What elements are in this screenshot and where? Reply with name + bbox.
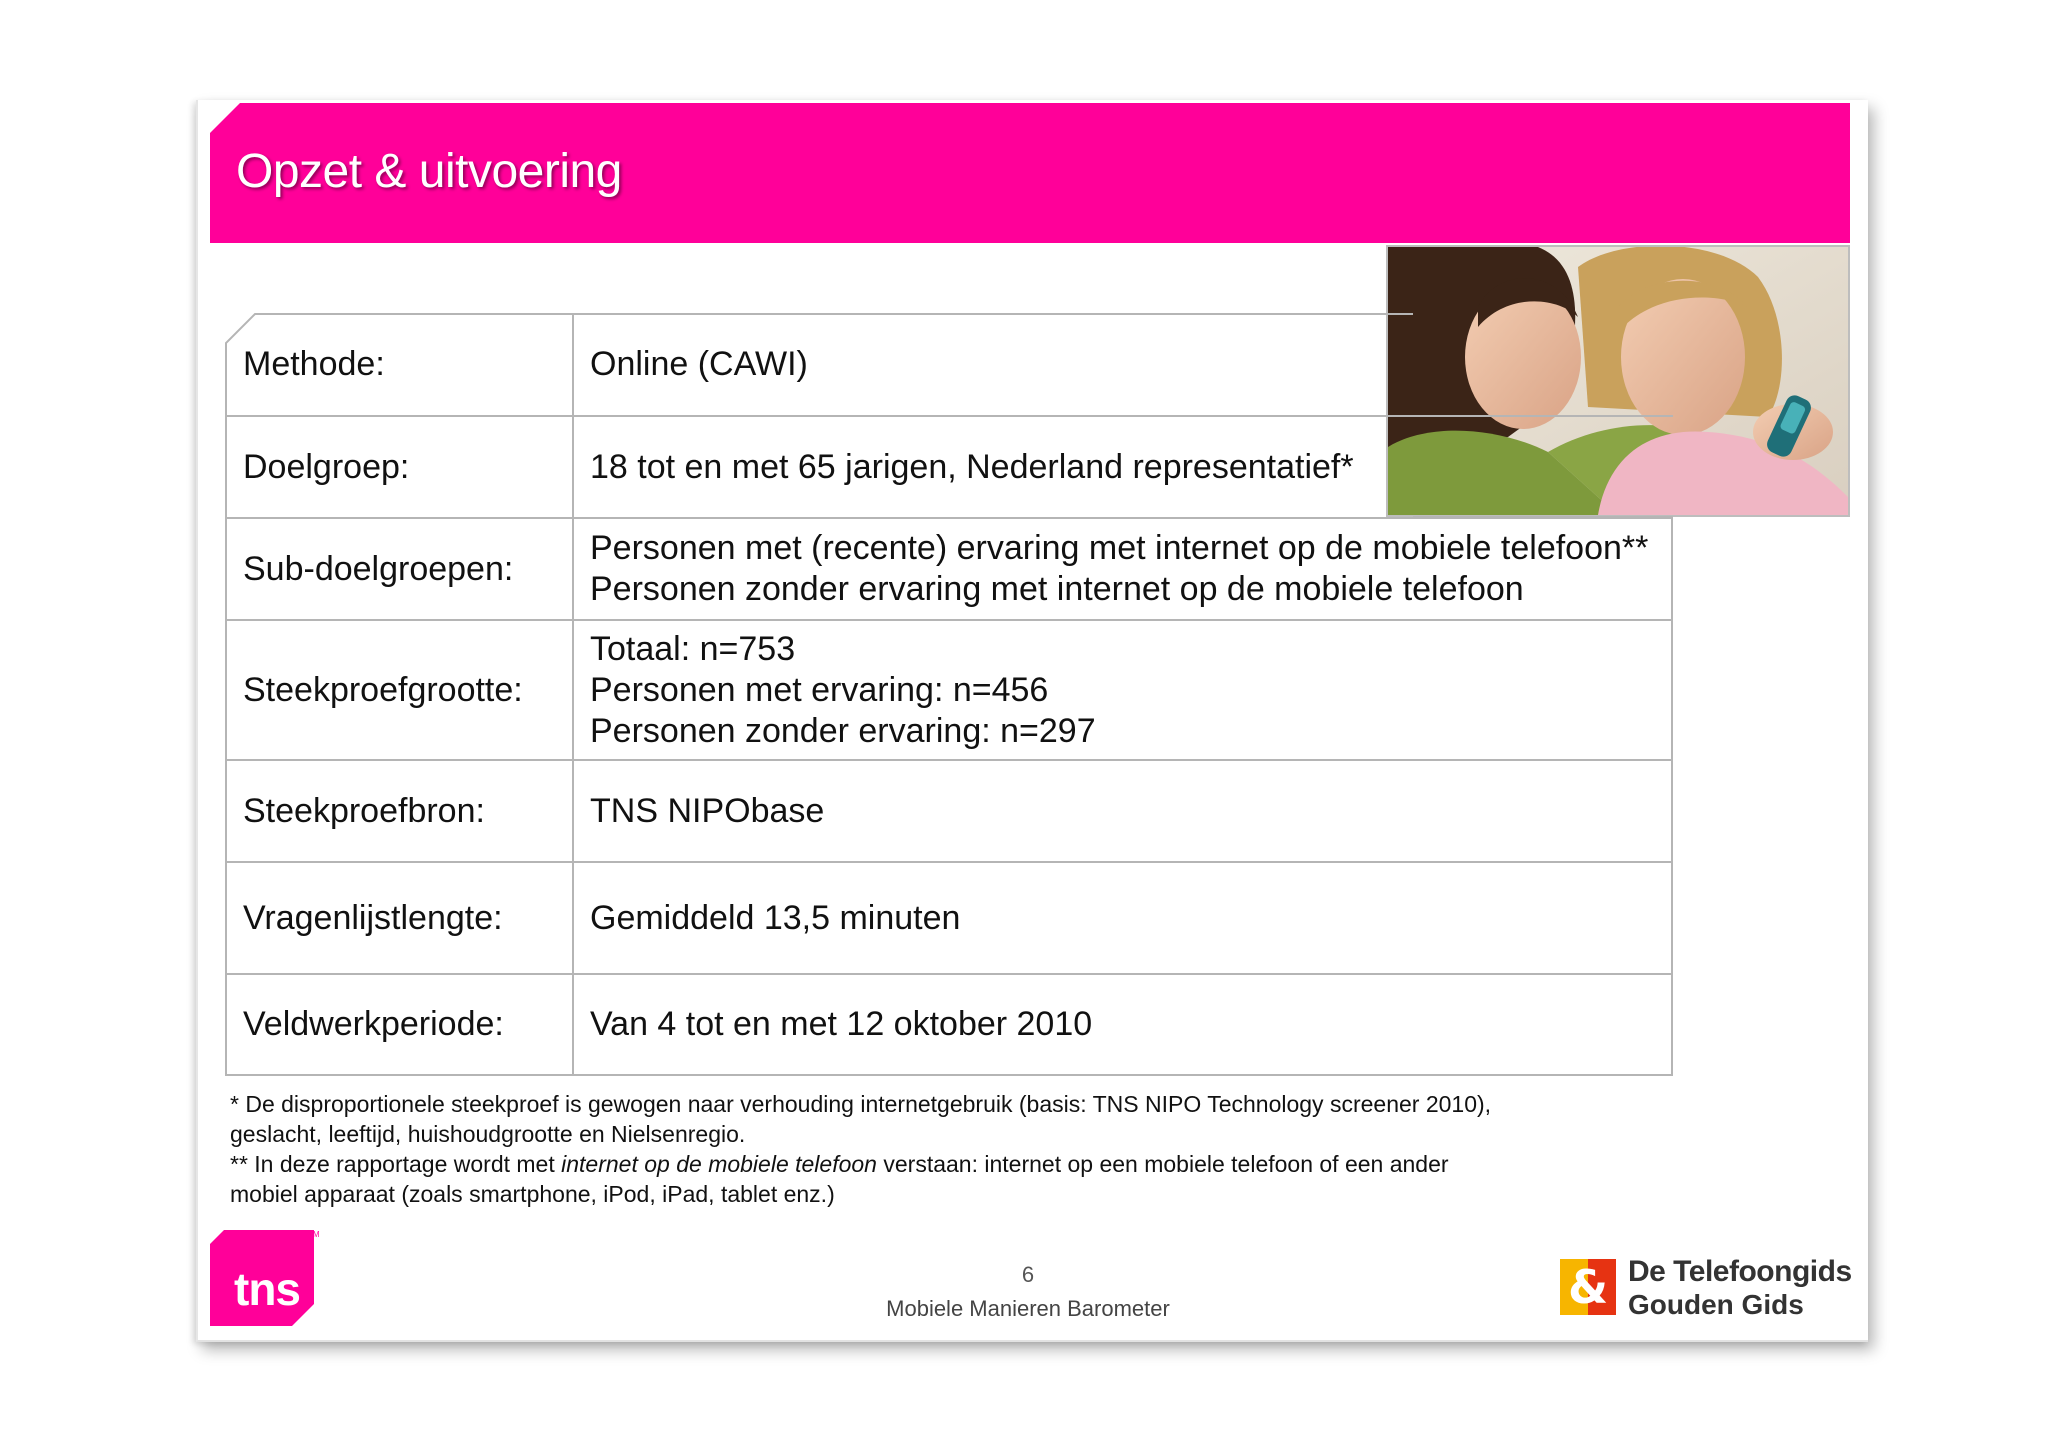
row-value-sub-doelgroepen: Personen met (recente) ervaring met internet op de mobiele telefoon** Personen zonder ervaring met internet op de mobiele telefoon — [590, 529, 1649, 608]
row-label-veldwerkperiode: Veldwerkperiode: — [243, 1005, 504, 1043]
row-label-steekproefbron: Steekproefbron: — [243, 791, 485, 830]
row-label-methode: Methode: — [243, 344, 385, 383]
table-row — [225, 417, 1673, 519]
footnote-2-line-1: ** In deze rapportage wordt met internet op de mobiele telefoon verstaan: internet op een mobiele telefoon of een ander — [230, 1151, 1449, 1177]
table-row — [225, 519, 1673, 621]
footnote-1-line-2: geslacht, leeftijd, huishoudgrootte en Nielsenregio. — [230, 1121, 746, 1147]
table-column-divider — [572, 313, 574, 1076]
row-label-steekproefgrootte: Steekproefgrootte: — [243, 670, 523, 709]
table-row — [225, 761, 1673, 863]
row-value-steekproefgrootte: Totaal: n=753 Personen met ervaring: n=456 Personen zonder ervaring: n=297 — [590, 629, 1096, 750]
partner-name-line-1: De Telefoongids — [1628, 1255, 1852, 1288]
telefoongids-logo — [1560, 1255, 1860, 1320]
ampersand-logo-icon — [1560, 1259, 1616, 1315]
tns-logo — [210, 1230, 320, 1326]
partner-name-line-2: Gouden Gids — [1628, 1289, 1804, 1320]
table-row — [225, 975, 1673, 1076]
footnote-2-line-2: mobiel apparaat (zoals smartphone, iPod, iPad, tablet enz.) — [230, 1181, 835, 1207]
page-number: 6 — [1021, 1262, 1035, 1287]
footnotes — [230, 1089, 1630, 1209]
footnote-1-line-1: * De disproportionele steekproef is gewogen naar verhouding internetgebruik (basis: TNS NIPO Technology screener 2010), — [230, 1091, 1492, 1117]
row-label-sub-doelgroepen: Sub-doelgroepen: — [243, 549, 514, 588]
row-value-methode: Online (CAWI) — [590, 344, 808, 383]
row-value-steekproefbron: TNS NIPObase — [590, 791, 825, 830]
row-value-doelgroep: 18 tot en met 65 jarigen, Nederland representatief* — [590, 447, 1354, 486]
row-value-veldwerkperiode: Van 4 tot en met 12 oktober 2010 — [590, 1005, 1093, 1043]
tns-trademark: TM — [308, 1230, 320, 1239]
footer-title: Mobiele Manieren Barometer — [886, 1296, 1170, 1321]
svg-text:&: & — [1567, 1260, 1609, 1314]
table-row — [225, 313, 1673, 417]
tns-logo-text: tns — [234, 1263, 300, 1315]
table-row — [225, 621, 1673, 761]
row-value-vragenlijstlengte: Gemiddeld 13,5 minuten — [590, 898, 961, 937]
table-row — [225, 863, 1673, 975]
page-title: Opzet & uitvoering — [236, 145, 622, 198]
row-label-doelgroep: Doelgroep: — [243, 447, 410, 486]
row-label-vragenlijstlengte: Vragenlijstlengte: — [243, 898, 503, 937]
survey-setup-table — [225, 313, 1673, 1076]
